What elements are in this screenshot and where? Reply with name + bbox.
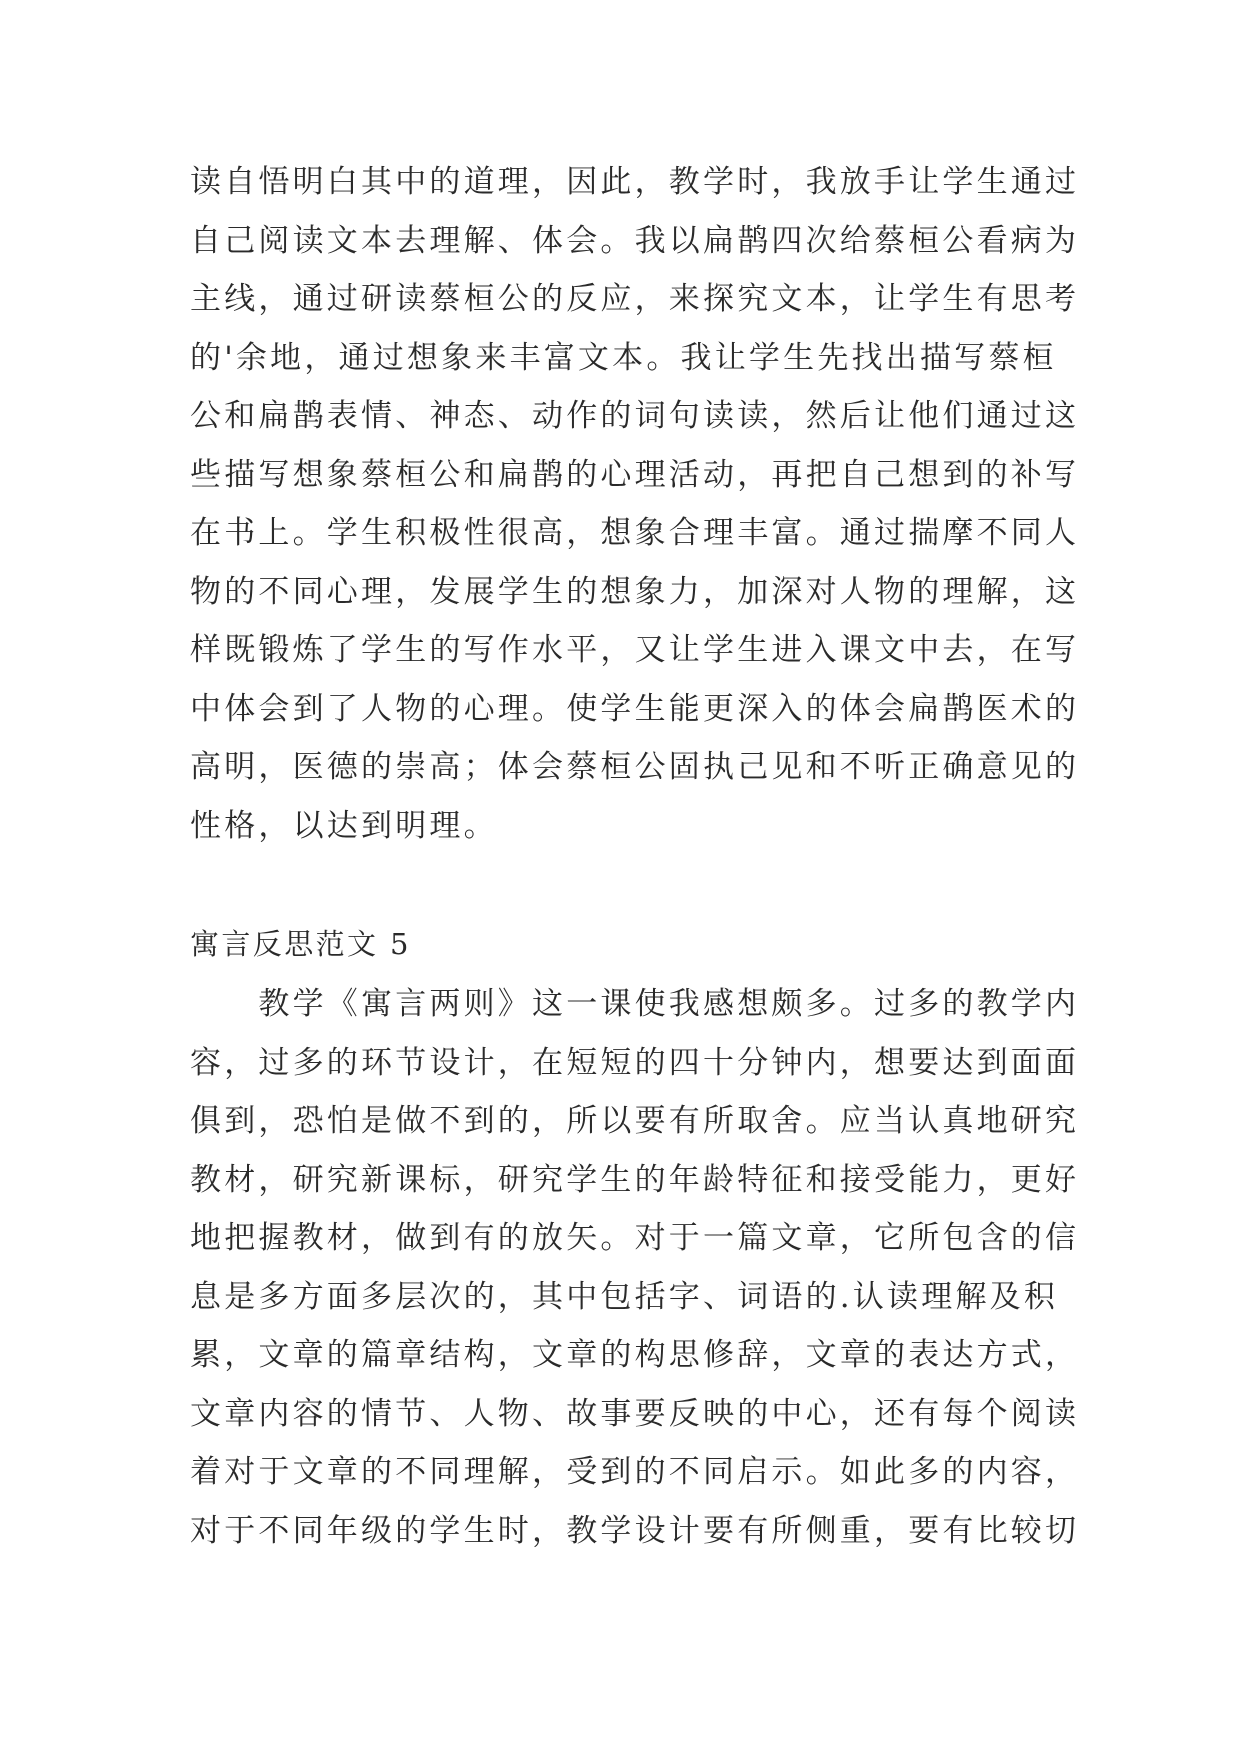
paragraph-line: 物的不同心理，发展学生的想象力，加深对人物的理解，这 xyxy=(190,573,1080,610)
paragraph-line: 文章内容的情节、人物、故事要反映的中心，还有每个阅读 xyxy=(190,1395,1080,1432)
section-heading: 寓言反思范文 5 xyxy=(190,927,411,961)
paragraph-line: 读自悟明白其中的道理，因此，教学时，我放手让学生通过 xyxy=(190,164,1080,200)
paragraph-line: 着对于文章的不同理解，受到的不同启示。如此多的内容， xyxy=(190,1454,1080,1490)
paragraph-line: 地把握教材，做到有的放矢。对于一篇文章，它所包含的信 xyxy=(190,1220,1080,1256)
paragraph-section-2 xyxy=(190,975,1080,1560)
paragraph-line: 主线，通过研读蔡桓公的反应，来探究文本，让学生有思考 xyxy=(190,281,1080,317)
paragraph-line: 容，过多的环节设计，在短短的四十分钟内，想要达到面面 xyxy=(190,1044,1080,1081)
paragraph-line: 俱到，恐怕是做不到的，所以要有所取舍。应当认真地研究 xyxy=(190,1103,1080,1139)
paragraph-line: 教材，研究新课标，研究学生的年龄特征和接受能力，更好 xyxy=(190,1161,1080,1198)
paragraph-line: 息是多方面多层次的，其中包括字、词语的.认读理解及积 xyxy=(190,1278,1059,1315)
paragraph-line: 高明，医德的崇高；体会蔡桓公固执己见和不听正确意见的 xyxy=(190,749,1080,785)
paragraph-line: 累，文章的篇章结构，文章的构思修辞，文章的表达方式， xyxy=(190,1337,1080,1373)
paragraph-line: 些描写想象蔡桓公和扁鹊的心理活动，再把自己想到的补写 xyxy=(190,456,1080,493)
paragraph-line: 对于不同年级的学生时，教学设计要有所侧重，要有比较切 xyxy=(190,1512,1080,1549)
paragraph-line: 公和扁鹊表情、神态、动作的词句读读，然后让他们通过这 xyxy=(190,398,1080,434)
paragraph-line: 样既锻炼了学生的写作水平，又让学生进入课文中去，在写 xyxy=(190,632,1080,668)
paragraph-line: 教学《寓言两则》这一课使我感想颇多。过多的教学内 xyxy=(190,986,1080,1022)
paragraph-line: 中体会到了人物的心理。使学生能更深入的体会扁鹊医术的 xyxy=(190,690,1080,727)
paragraph-line: 的'余地，通过想象来丰富文本。我让学生先找出描写蔡桓 xyxy=(190,339,1057,376)
paragraph-line: 性格，以达到明理。 xyxy=(190,807,498,844)
paragraph-line: 在书上。学生积极性很高，想象合理丰富。通过揣摩不同人 xyxy=(190,515,1080,551)
paragraph-line: 自己阅读文本去理解、体会。我以扁鹊四次给蔡桓公看病为 xyxy=(190,222,1080,259)
paragraph-section-1 xyxy=(190,153,1080,855)
